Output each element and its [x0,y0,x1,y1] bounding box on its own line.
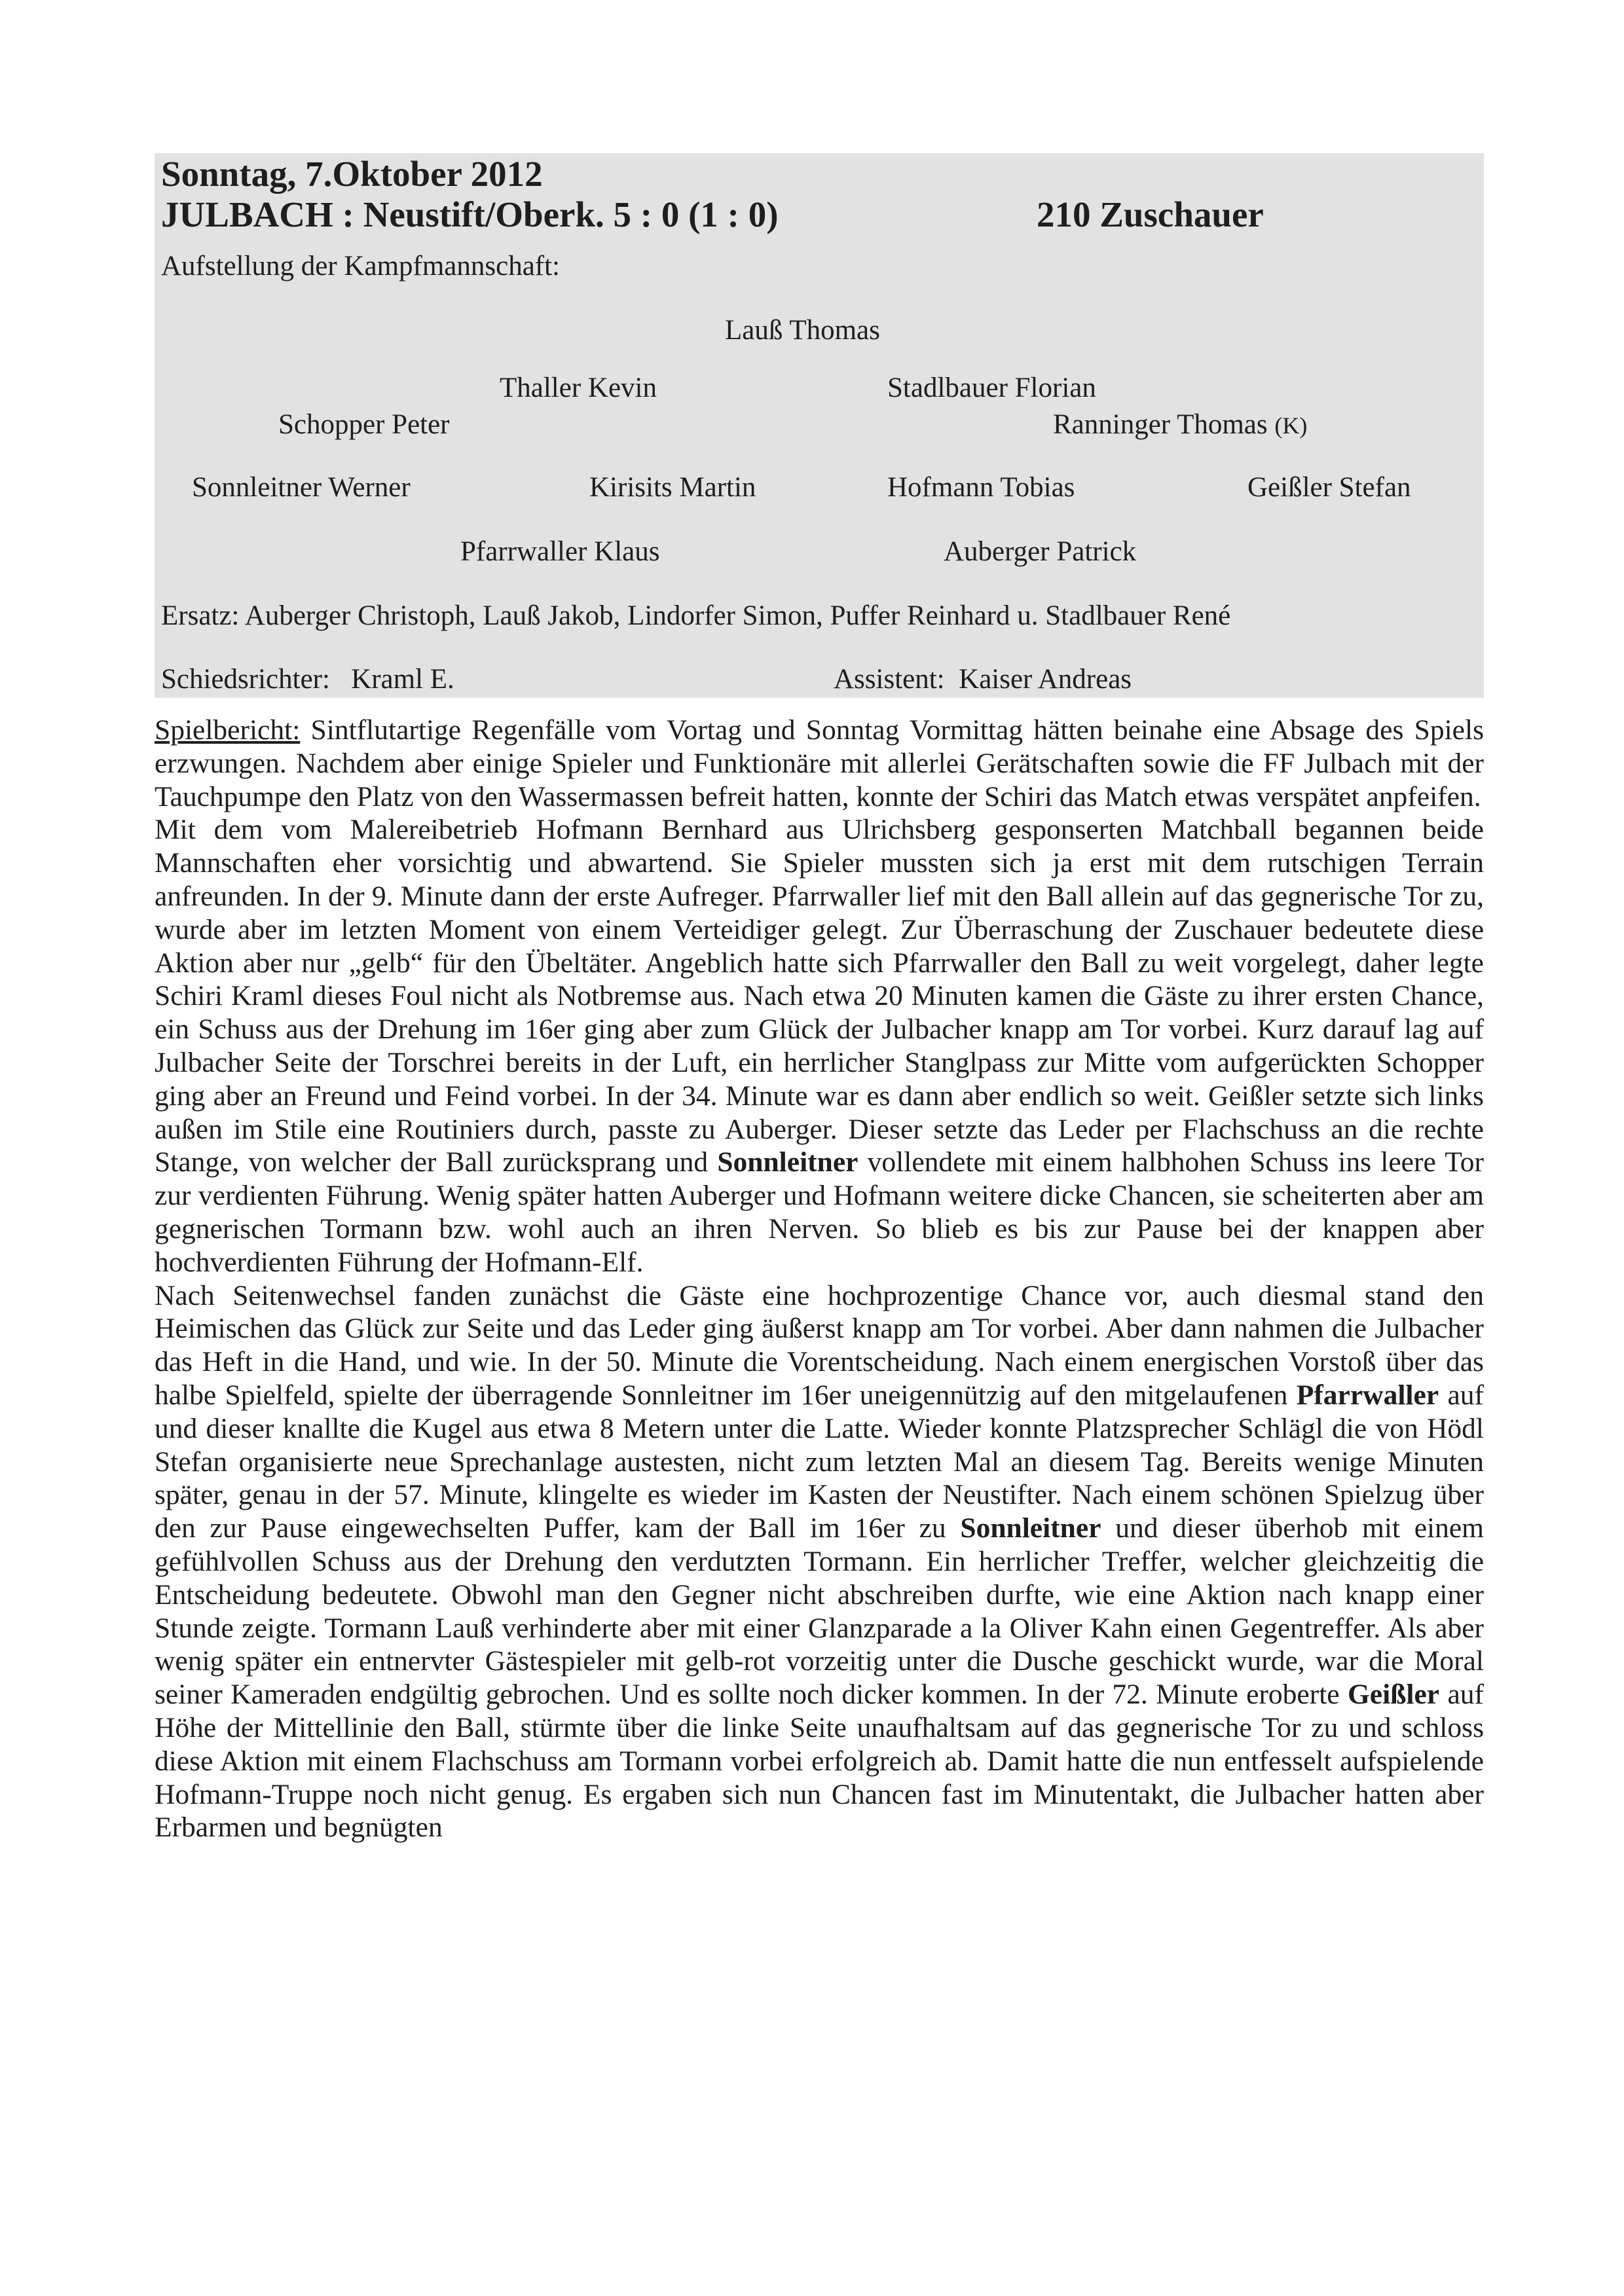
player-ranninger [1053,409,1307,442]
player-geissler: Geißler Stefan [1247,472,1411,503]
match-result: JULBACH : Neustift/Oberk. 5 : 0 (1 : 0) [161,194,779,234]
scorer-sonnleitner-2: Sonnleitner [960,1512,1101,1544]
report-p2-text-a: Mit dem vom Malereibetrieb Hofmann Bernhard aus Ulrichsberg gesponserten Matchball begannen beide Mannschaften eher vorsichtig und abwartend. Sie Spieler mussten sich ja erst mit dem rutschigen Terrain anfreunden. In der 9. Minute dann der erste Aufreger. Pfarrwaller lief mit den Ball allein auf das gegnerische Tor zu, wurde aber im letzten Moment von einem Verteidiger gelegt. Zur Überraschung der Zuschauer bedeutete diese Aktion aber nur „gelb“ für den Übeltäter. Angeblich hatte sich Pfarrwaller den Ball zu weit vorgelegt, daher legte Schiri Kraml dieses Foul nicht als Notbremse aus. Nach etwa 20 Minuten kamen die Gäste zu ihrer ersten Chance, ein Schuss aus der Drehung im 16er ging aber zum Glück der Julbacher knapp am Tor vorbei. Kurz darauf lag auf Julbacher Seite der Torschrei bereits in der Luft, ein herrlicher Stanglpass zur Mitte vom aufgerückten Schopper ging aber an Freund und Feind vorbei. In der 34. Minute war es dann aber endlich so weit. Geißler setzte sich links außen im Stile eine Routiniers durch, passte zu Auberger. Dieser setzte das Leder per Flachschuss an die rechte Stange, von welcher der Ball zurücksprang und [155,814,1484,1178]
report-paragraph-1 [155,714,1484,813]
spectator-count: 210 Zuschauer [1037,194,1264,234]
scorer-sonnleitner-1: Sonnleitner [717,1146,858,1178]
match-report [155,714,1484,1844]
match-date: Sonntag, 7.Oktober 2012 [161,154,543,194]
referee-line [161,663,454,696]
player-schopper: Schopper Peter [278,409,450,440]
report-paragraph-2 [155,813,1484,1279]
report-p2-text-b: vollendete mit einem halbhohen Schuss ins leere Tor zur verdienten Führung. Wenig später hatten Auberger und Hofmann weitere dicke Chancen, sie scheiterten aber am gegnerischen Tormann bzw. wohl auch an ihren Nerven. So blieb es bis zur Pause bei der knappen aber hochverdienten Führung der Hofmann-Elf. [155,1146,1484,1278]
report-p3-text-a: Nach Seitenwechsel fanden zunächst die Gäste eine hochprozentige Chance vor, auch diesmal stand den Heimischen das Glück zur Seite und das Leder ging äußerst knapp am Tor vorbei. Aber dann nahmen die Julbacher das Heft in die Hand, und wie. In der 50. Minute die Vorentscheidung. Nach einem energischen Vorstoß über das halbe Spielfeld, spielte der überragende Sonnleitner im 16er uneigennützig auf den mitgelaufenen [155,1279,1484,1411]
report-paragraph-3 [155,1279,1484,1845]
substitutes-line: Ersatz: Auberger Christoph, Lauß Jakob, Lindorfer Simon, Puffer Reinhard u. Stadlbauer René [161,600,1231,631]
player-kirisits: Kirisits Martin [589,472,756,503]
player-thaller: Thaller Kevin [500,373,657,403]
lineup-heading: Aufstellung der Kampfmannschaft: [161,251,560,282]
assistant-name: Kaiser Andreas [959,664,1132,695]
assistant-line [834,663,1132,696]
player-auberger: Auberger Patrick [944,536,1137,567]
report-p3-text-d: auf Höhe der Mittellinie den Ball, stürmte über die linke Seite unaufhaltsam auf das gegnerische Tor zu und schloss diese Aktion mit einem Flachschuss am Tormann vorbei erfolgreich ab. Damit hatte die nun entfesselt aufspielende Hofmann-Truppe noch nicht genug. Es ergaben sich nun Chancen fast im Minutentakt, die Julbacher hatten aber Erbarmen und begnügten [155,1679,1484,1844]
player-goalkeeper: Lauß Thomas [725,315,880,346]
referee-label: Schiedsrichter: [161,664,330,695]
captain-mark: (K) [1274,412,1308,439]
assistant-label: Assistent: [834,664,945,695]
scorer-geissler: Geißler [1347,1679,1440,1711]
report-p1-text: Sintflutartige Regenfälle vom Vortag und Sonntag Vormittag hätten beinahe eine Absage des Spiels erzwungen. Nachdem aber einige Spieler und Funktionäre mit allerlei Gerätschaften sowie die FF Julbach mit der Tauchpumpe den Platz von den Wassermassen befreit hatten, konnte der Schiri das Match etwas verspätet anpfeifen. [155,714,1484,812]
player-pfarrwaller: Pfarrwaller Klaus [460,536,660,567]
report-label: Spielbericht: [155,714,301,746]
scorer-pfarrwaller: Pfarrwaller [1296,1379,1439,1411]
referee-name: Kraml E. [351,664,454,695]
player-sonnleitner: Sonnleitner Werner [192,472,411,503]
player-stadlbauer-florian: Stadlbauer Florian [887,373,1096,403]
player-hofmann: Hofmann Tobias [887,472,1075,503]
report-p3-text-b: auf und dieser knallte die Kugel aus etwa 8 Metern unter die Latte. Wieder konnte Platzsprecher Schlägl die von Hödl Stefan organisierte neue Sprechanlage austesten, nicht zum letzten Mal an diesem Tag. Bereits wenige Minuten später, genau in der 57. Minute, klingelte es wieder im Kasten der Neustifter. Nach einem schönen Spielzug über den zur Pause eingewechselten Puffer, kam der Ball im 16er zu [155,1379,1485,1544]
player-ranninger-name: Ranninger Thomas [1053,409,1268,440]
report-p3-text-c: und dieser überhob mit einem gefühlvollen Schuss aus der Drehung den verdutzten Tormann. Ein herrlicher Treffer, welcher gleichzeitig die Entscheidung bedeutete. Obwohl man den Gegner nicht abschreiben durfte, wie eine Aktion nach knapp einer Stunde zeigte. Tormann Lauß verhinderte aber mit einer Glanzparade a la Oliver Kahn einen Gegentreffer. Als aber wenig später ein entnervter Gästespieler mit gelb-rot vorzeitig unter die Dusche geschickt wurde, war die Moral seiner Kameraden endgültig gebrochen. Und es sollte noch dicker kommen. In der 72. Minute eroberte [155,1512,1484,1711]
